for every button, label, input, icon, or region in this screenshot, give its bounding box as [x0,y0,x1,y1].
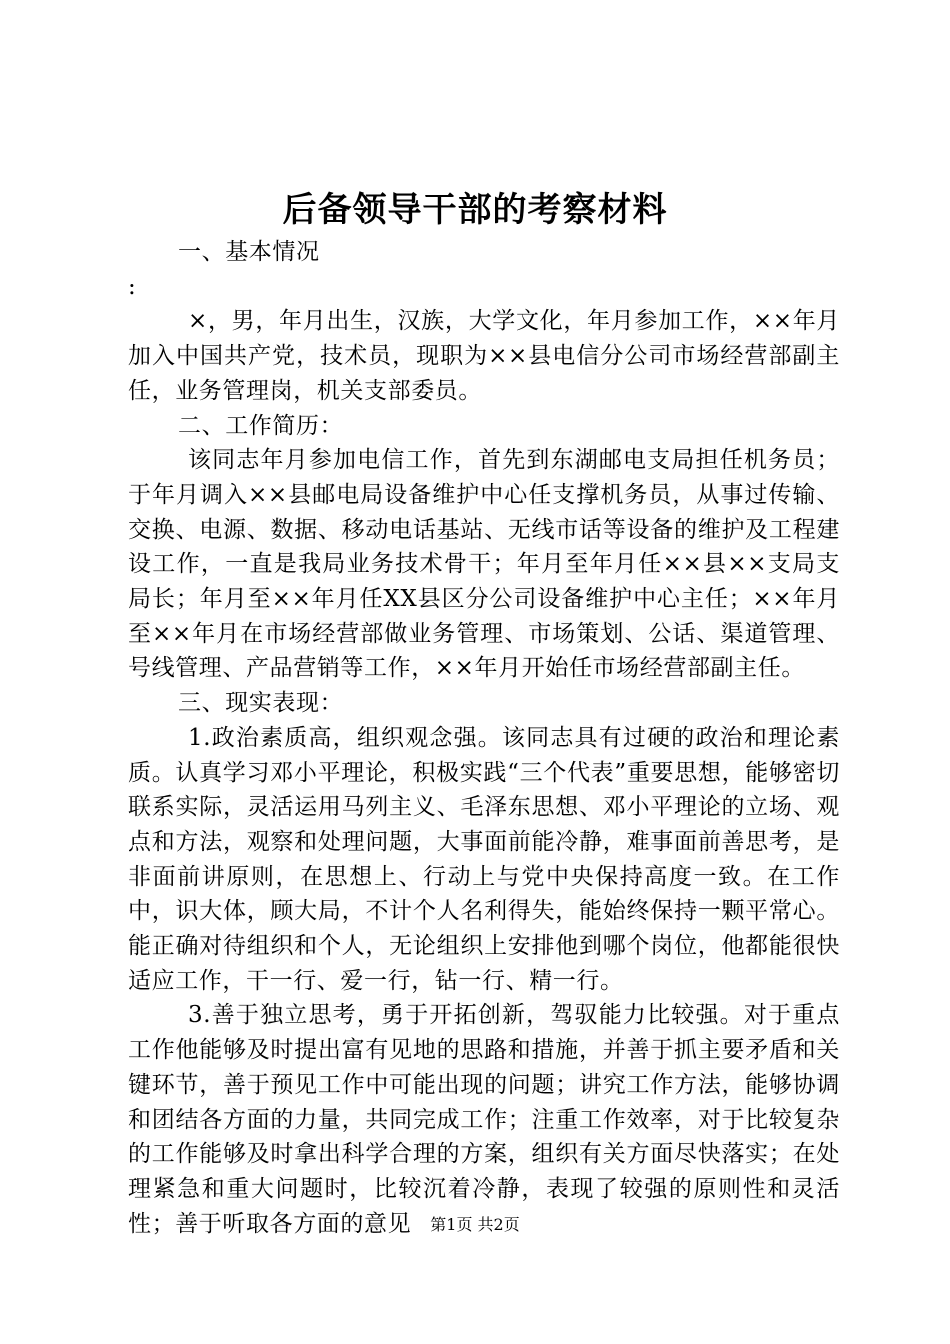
section-heading-work-history: 二、工作简历： [178,412,344,439]
performance-point-3: 3.善于独立思考，勇于开拓创新，驾驭能力比较强。对于重点工作他能够及时提出富有见地的思路和措施，并善于抓主要矛盾和关键环节，善于预见工作中可能出现的问题；讲究工作方法，能够协调和团结各方面的力量，共同完成工作；注重工作效率，对于比较复杂的工作能够及时拿出科学合理的方案，组织有关方面尽快落实；在处理紧急和重大问题时，比较沉着冷静，表现了较强的原则性和灵活性；善于听取各方面的意见 [128,1002,840,1237]
performance-point-1: 1.政治素质高，组织观念强。该同志具有过硬的政治和理论素质。认真学习邓小平理论，积极实践“三个代表”重要思想，能够密切联系实际，灵活运用马列主义、毛泽东思想、邓小平理论的立场、观点和方法，观察和处理问题，大事面前能冷静，难事面前善思考，是非面前讲原则，在思想上、行动上与党中央保持高度一致。在工作中，识大体，顾大局，不计个人名利得失，能始终保持一颗平常心。能正确对待组织和个人，无论组织上安排他到哪个岗位，他都能很快适应工作，干一行、爱一行，钻一行、精一行。 [128,724,840,994]
document-title: 后备领导干部的考察材料 [282,190,668,230]
page-footer: 第1页 共2页 [430,1215,520,1234]
section-colon: : [128,273,137,300]
section-heading-basic-info: 一、基本情况 [178,239,320,265]
basic-info-paragraph: ×，男，年月出生，汉族，大学文化，年月参加工作，××年月加入中国共产党，技术员，现职为××县电信分公司市场经营部副主任，业务管理岗，机关支部委员。 [128,308,840,404]
document-body [128,235,840,1241]
section-heading-performance: 三、现实表现： [178,690,344,717]
work-history-paragraph: 该同志年月参加电信工作，首先到东湖邮电支局担任机务员；于年月调入××县邮电局设备维护中心任支撑机务员，从事过传输、交换、电源、数据、移动电话基站、无线市话等设备的维护及工程建设工作，一直是我局业务技术骨干；年月至年月任××县××支局支局长；年月至××年月任XX县区分公司设备维护中心主任；××年月至××年月在市场经营部做业务管理、市场策划、公话、渠道管理、号线管理、产品营销等工作，××年月开始任市场经营部副主任。 [128,447,840,682]
